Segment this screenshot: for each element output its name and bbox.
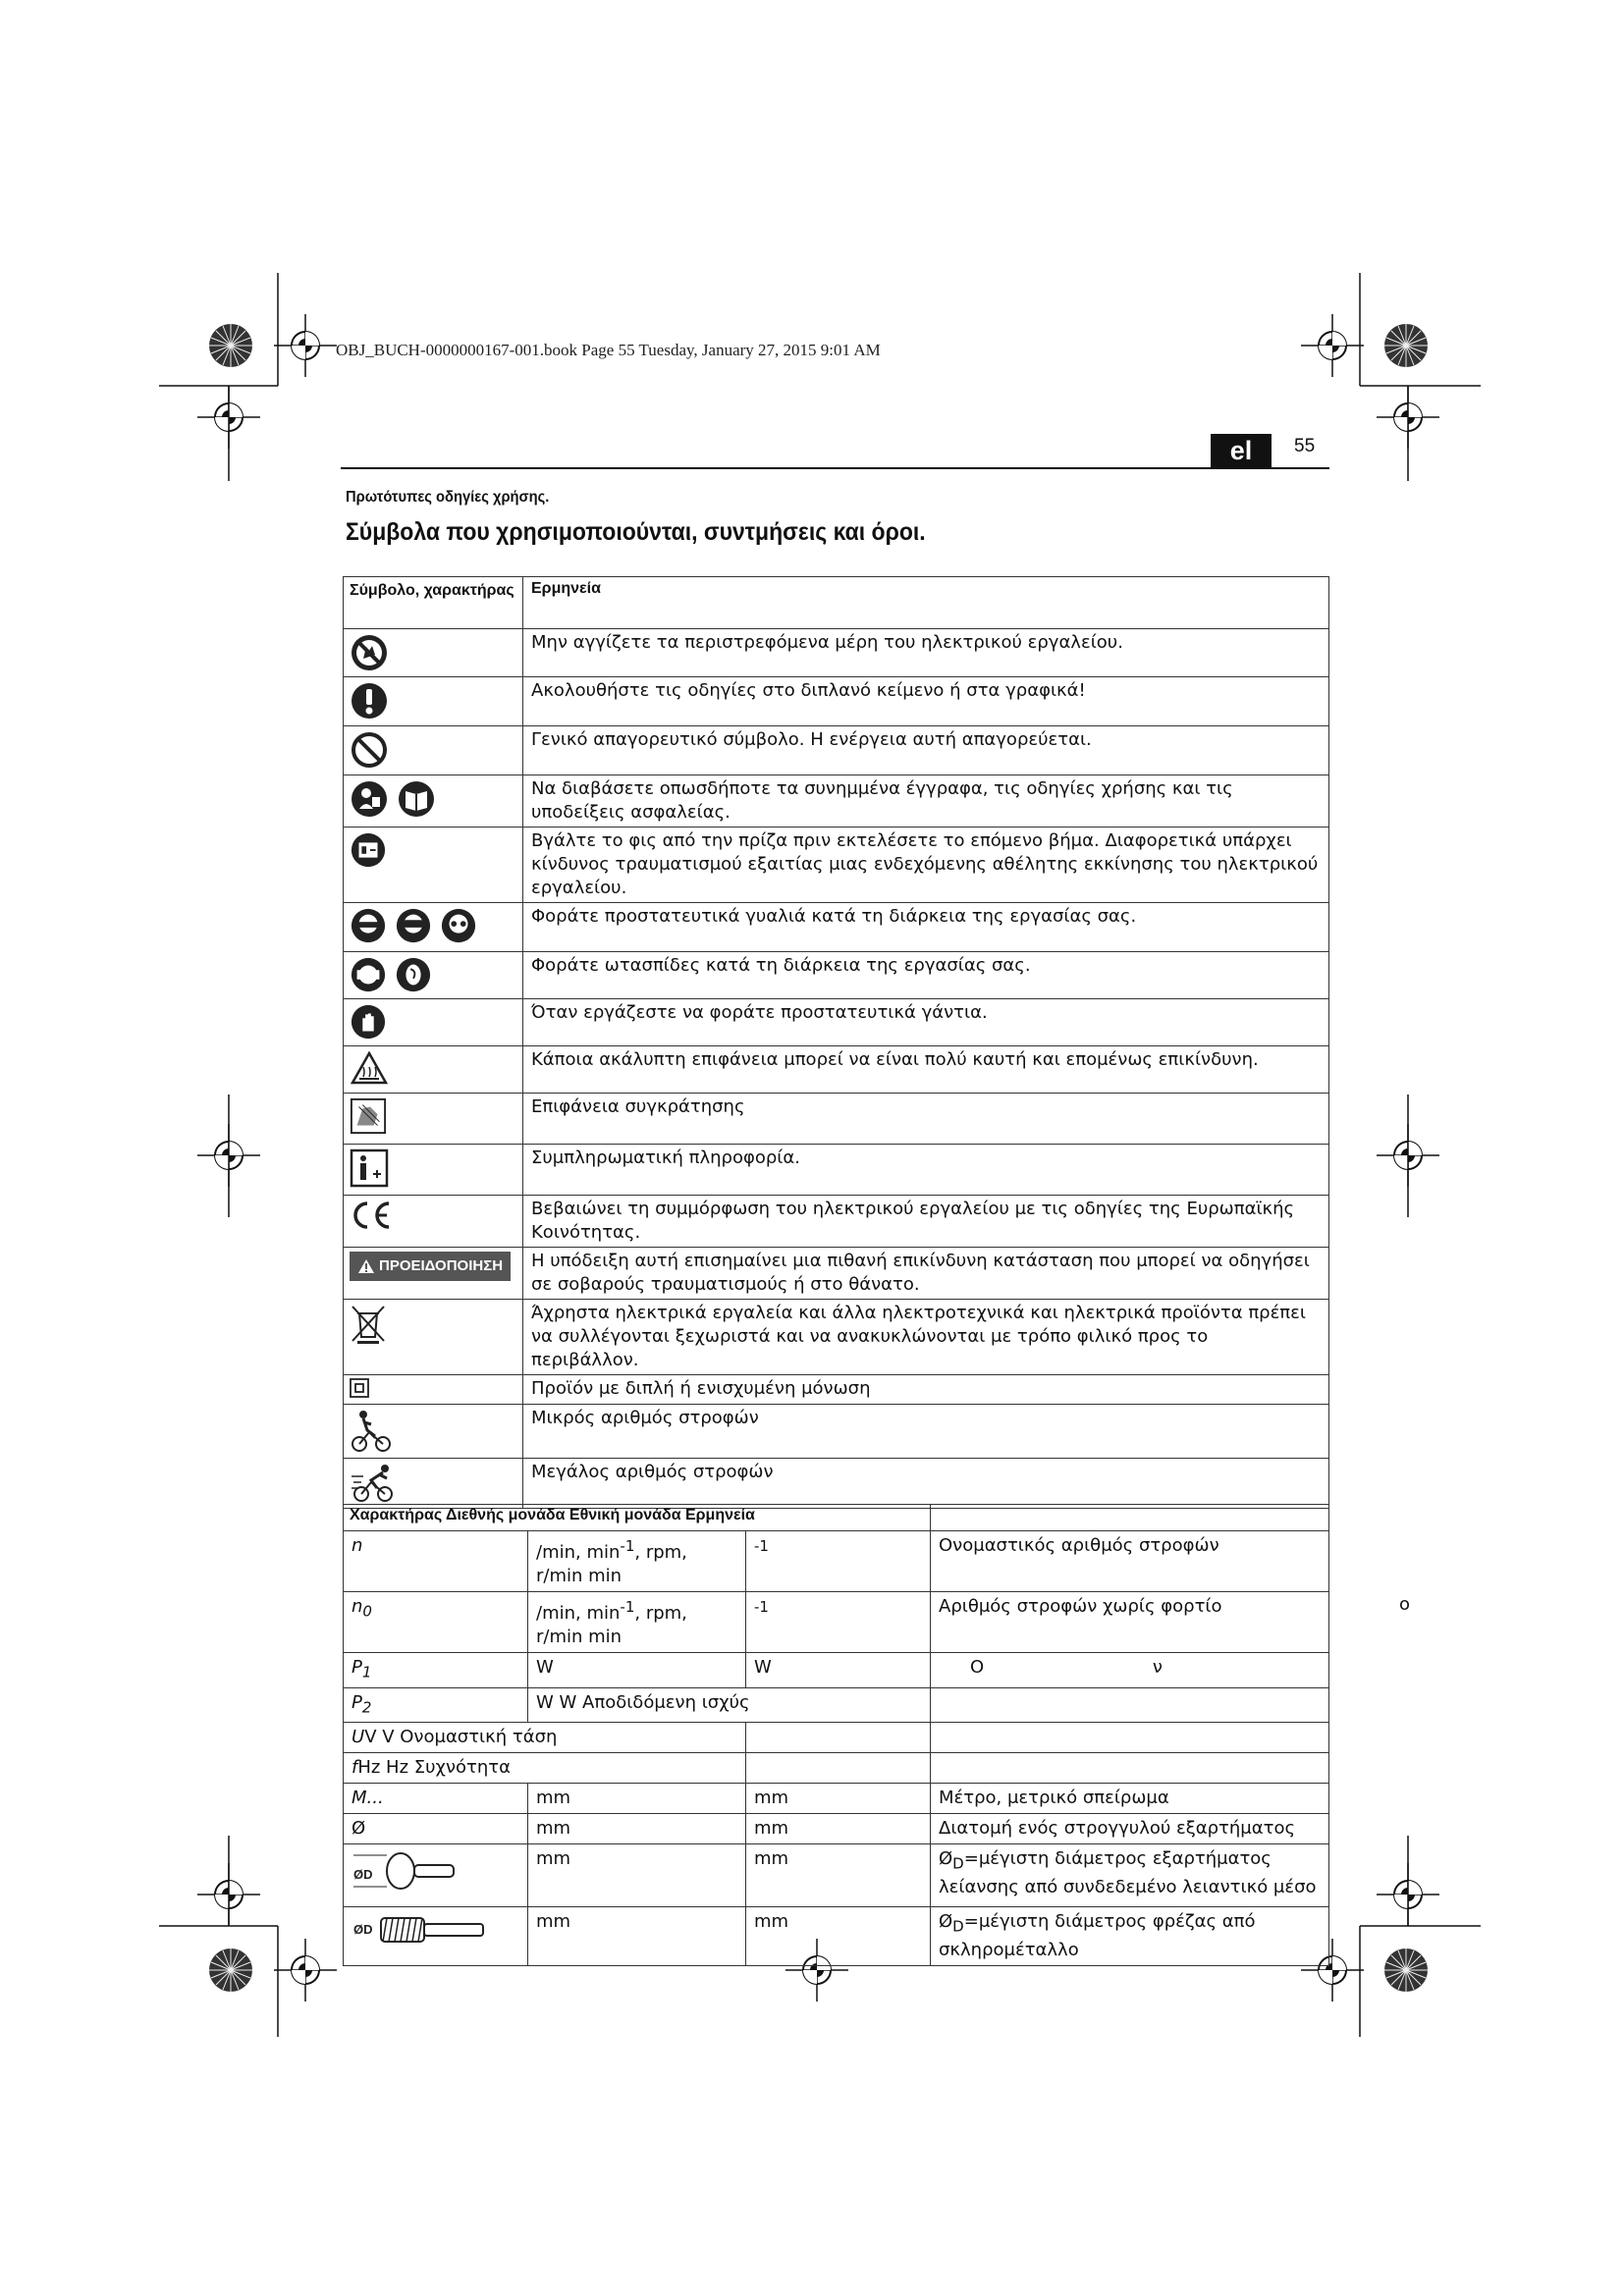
cell-meaning: Ονομαστικός αριθμός στροφών [931,1531,1329,1592]
cell-meaning [931,1753,1329,1784]
units-table [343,1504,1329,1966]
cell-symbol: $P_1$ [344,1653,528,1688]
cell-national-unit: mm [746,1907,931,1966]
table-row [344,1046,1329,1094]
cell-national-unit: mm [746,1814,931,1844]
table-row [344,1844,1329,1907]
grinding-point-icon [352,1847,460,1895]
row-text: Όταν εργάζεστε να φοράτε προστατευτικά γάντια. [523,999,1329,1046]
cell-meaning: Μέτρο, μετρικό σπείρωμα [931,1784,1329,1814]
table-row [344,828,1329,903]
row-text: Μικρός αριθμός στροφών [523,1405,1329,1459]
table-row [344,1145,1329,1196]
cell-meaning [931,1723,1329,1753]
table-row [344,1653,1329,1688]
cell-international-unit: mm [528,1784,746,1814]
cell-meaning [931,1687,1329,1723]
table-row [344,1405,1329,1459]
table-row [344,1248,1329,1300]
cell-symbol: Ø [344,1814,528,1844]
stray-mark: ο [1399,1594,1411,1615]
row-text: Συμπληρωματική πληροφορία. [523,1145,1329,1196]
cell-national-unit [746,1753,931,1784]
row-text: Φοράτε ωτασπίδες κατά τη διάρκεια της εργασίας σας. [523,952,1329,999]
grinding-point-icon-label: ØD [353,1867,373,1883]
table-row [344,1375,1329,1405]
cell-national-unit: mm [746,1844,931,1907]
table-row [344,726,1329,775]
high-speed-bike-icon [350,1463,401,1504]
prohibited-icon [350,730,389,770]
row-text: Άχρηστα ηλεκτρικά εργαλεία και άλλα ηλεκτροτεχνικά και ηλεκτρικά προϊόντα πρέπει να συλλέγονται ξεχωριστά και να ανακυκλώνονται με τρόπο φιλικό προς το περιβάλλον. [523,1300,1329,1375]
table-row [344,1531,1329,1592]
cell-national-unit: -1 [746,1531,931,1592]
cell-meaning: Ο ν [931,1653,1329,1688]
ce-mark-icon [350,1200,393,1231]
table-row [344,1814,1329,1844]
table-row [344,1592,1329,1653]
row-text: Να διαβάσετε οπωσδήποτε τα συνημμένα έγγραφα, τις οδηγίες χρήσης και τις υποδείξεις ασφαλείας. [523,775,1329,828]
table-row [344,1753,1329,1784]
table-row [344,952,1329,999]
cell-international-unit: /min, $\min^{-1}$, rpm, r/min min [528,1592,746,1653]
weee-bin-icon [350,1304,387,1345]
low-speed-bike-icon [350,1409,395,1454]
table-row [344,629,1329,677]
table-row [344,1459,1329,1509]
section-title: Σύμβολα που χρησιμοποιούνται, συντμήσεις και όροι. [346,518,926,546]
table-row [344,1907,1329,1966]
row-text: Η υπόδειξη αυτή επισημαίνει μια πιθανή επικίνδυνη κατάσταση που μπορεί να οδηγήσει σε σοβαρούς τραυματισμούς ή στο θάνατο. [523,1248,1329,1300]
info-icon [350,1148,389,1188]
units-table-header [344,1505,1329,1531]
row-text: Βεβαιώνει τη συμμόρφωση του ηλεκτρικού εργαλείου με τις οδηγίες της Ευρωπαϊκής Κοινότητας. [523,1196,1329,1248]
cell-meaning: $Ø_D=\mu έ\gamma\iota\sigma\tau\eta$ διάμετρος φρέζας από σκληρομέταλλο [931,1907,1329,1966]
cell-symbol: M... [344,1784,528,1814]
row-text: Ακολουθήστε τις οδηγίες στο διπλανό κείμενο ή στα γραφικά! [523,677,1329,726]
row-text: Επιφάνεια συγκράτησης [523,1094,1329,1145]
document-subtitle: Πρωτότυπες οδηγίες χρήσης. [346,489,550,506]
cell-national-unit: -1 [746,1592,931,1653]
cell-symbol [344,1844,528,1907]
units-header-text: Χαρακτήρας Διεθνής μονάδα Εθνική μονάδα Ερμηνεία [344,1505,931,1531]
cell-meaning: Διατομή ενός στρογγυλού εξαρτήματος [931,1814,1329,1844]
warning-badge-label: ΠΡΟΕΙΔΟΠΟΙΗΣΗ [379,1257,504,1274]
exclamation-icon [350,681,389,721]
hot-surface-icon [350,1050,389,1086]
cell-international-unit: W W Αποδιδόμενη ισχύς [528,1687,931,1723]
page-number: 55 [1294,436,1316,456]
table-row [344,1094,1329,1145]
cell-international-unit: W [528,1653,746,1688]
cell-symbol: UV V Ονομαστική τάση [344,1723,746,1753]
symbols-table-header [344,577,1329,629]
row-text: Γενικό απαγορευτικό σύμβολο. Η ενέργεια αυτή απαγορεύεται. [523,726,1329,775]
table-row [344,677,1329,726]
cell-national-unit: mm [746,1784,931,1814]
header-symbol: Σύμβολο, χαρακτήρας [344,577,523,629]
table-row [344,903,1329,952]
units-header-empty [931,1505,1329,1531]
read-manual-icon [350,779,516,819]
symbols-table [343,576,1329,1509]
ear-protection-icon [350,956,516,993]
cell-meaning: Αριθμός στροφών χωρίς φορτίο [931,1592,1329,1653]
table-row [344,999,1329,1046]
table-row [344,1784,1329,1814]
row-text: Προϊόν με διπλή ή ενισχυμένη μόνωση [523,1375,1329,1405]
carbide-cutter-icon [352,1910,489,1949]
cell-symbol [344,1907,528,1966]
cell-symbol: fHz Hz Συχνότητα [344,1753,746,1784]
cell-international-unit: mm [528,1907,746,1966]
carbide-cutter-icon-label: ØD [353,1922,373,1938]
unplug-icon [350,831,387,869]
gloves-icon [350,1003,387,1041]
book-header-line: OBJ_BUCH-0000000167-001.book Page 55 Tuesday, January 27, 2015 9:01 AM [336,341,881,359]
cell-symbol: n [344,1531,528,1592]
table-row [344,1723,1329,1753]
cell-national-unit: W [746,1653,931,1688]
row-text: Μην αγγίζετε τα περιστρεφόμενα μέρη του ηλεκτρικού εργαλείου. [523,629,1329,677]
no-touch-rotating-icon [350,633,389,672]
grip-surface-icon [350,1097,387,1135]
cell-international-unit: /min, $\min^{-1}$, rpm, r/min min [528,1531,746,1592]
row-text: Μεγάλος αριθμός στροφών [523,1459,1329,1509]
language-badge: el [1211,434,1272,467]
row-text: Φοράτε προστατευτικά γυαλιά κατά τη διάρκεια της εργασίας σας. [523,903,1329,952]
cell-international-unit: mm [528,1844,746,1907]
double-insulation-icon [350,1378,369,1398]
cell-symbol: $P_2$ [344,1687,528,1723]
table-row [344,1300,1329,1375]
table-row [344,1196,1329,1248]
header-rule [341,467,1329,469]
table-row [344,1687,1329,1723]
safety-goggles-icon [350,907,516,944]
cell-symbol: $n_0$ [344,1592,528,1653]
cell-international-unit: mm [528,1814,746,1844]
cell-national-unit [746,1723,931,1753]
row-text: Κάποια ακάλυπτη επιφάνεια μπορεί να είναι πολύ καυτή και επομένως επικίνδυνη. [523,1046,1329,1094]
warning-badge-icon [350,1252,511,1281]
table-row [344,775,1329,828]
cell-meaning: $Ø_D=\mu έ\gamma\iota\sigma\tau\eta$ διάμετρος εξαρτήματος λείανσης από συνδεδεμένο λειαντικό μέσο [931,1844,1329,1907]
row-text: Βγάλτε το φις από την πρίζα πριν εκτελέσετε το επόμενο βήμα. Διαφορετικά υπάρχει κίνδυνος τραυματισμού εξαιτίας μιας ενδεχόμενης αθέλητης εκκίνησης του ηλεκτρικού εργαλείου. [523,828,1329,903]
header-meaning: Ερμηνεία [523,577,1329,629]
